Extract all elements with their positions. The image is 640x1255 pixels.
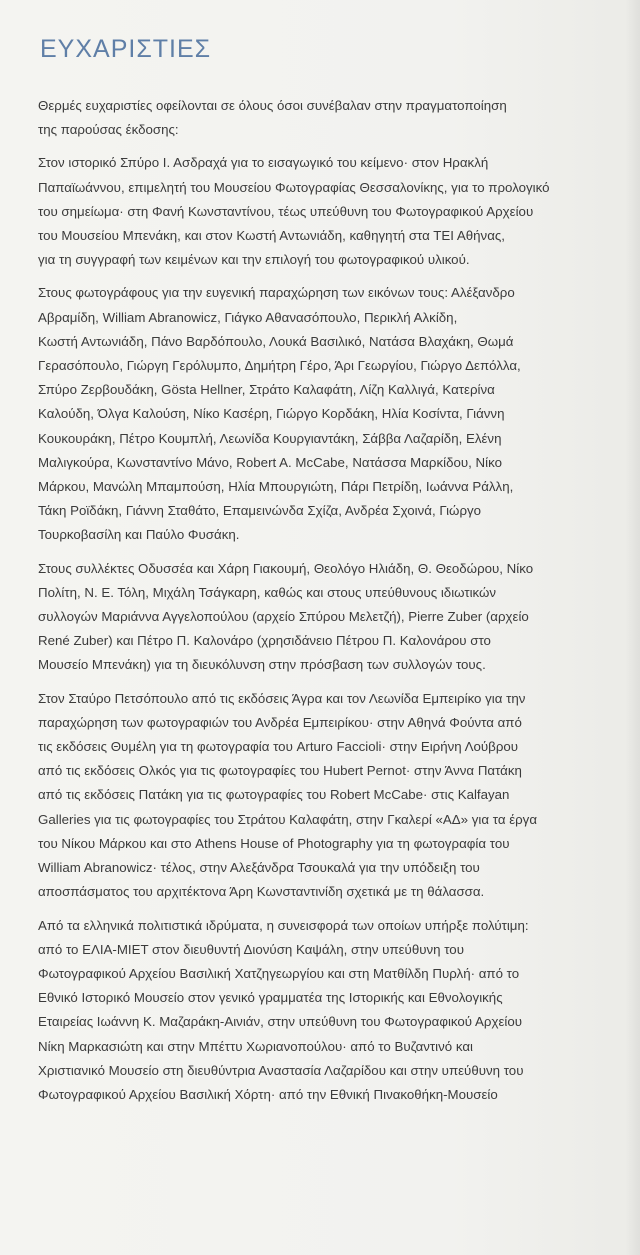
text-line: Τάκη Ροϊδάκη, Γιάννη Σταθάτο, Επαμεινώνδα Σχίζα, Ανδρέα Σχοινά, Γιώργο bbox=[38, 503, 482, 519]
text-line: Εταιρείας Ιωάννη Κ. Μαζαράκη-Αινιάν, στην υπεύθυνη του Φωτογραφικού Αρχείου bbox=[38, 1014, 522, 1030]
paragraph-institutions bbox=[38, 914, 598, 1108]
text-line: Στους φωτογράφους για την ευγενική παραχώρηση των εικόνων τους: Αλέξανδρο bbox=[38, 285, 515, 301]
text-line: Μάρκου, Μανώλη Μπαμπούση, Ηλία Μπουργιώτη, Πάρι Πετρίδη, Ιωάννα Ράλλη, bbox=[38, 479, 514, 495]
text-line: Γερασόπουλο, Γιώργη Γερόλυμπο, Δημήτρη Γέρο, Άρι Γεωργίου, Γιώργο Δεπόλλα, bbox=[38, 358, 521, 374]
text-line: Αβραμίδη, William Abranowicz, Γιάγκο Αθανασόπουλο, Περικλή Αλκίδη, bbox=[38, 309, 458, 325]
text-line: Κωστή Αντωνιάδη, Πάνο Βαρδόπουλο, Λουκά Βασιλικό, Νατάσα Βλαχάκη, Θωμά bbox=[38, 333, 514, 349]
text-line: Φωτογραφικού Αρχείου Βασιλική Χόρτη· από την Εθνική Πινακοθήκη-Μουσείο bbox=[38, 1086, 498, 1102]
text-line: αποσπάσματος του αρχιτέκτονα Άρη Κωνσταντινίδη σχετικά με τη θάλασσα. bbox=[38, 884, 485, 900]
text-line: Στον ιστορικό Σπύρο Ι. Ασδραχά για το εισαγωγικό του κείμενο· στον Ηρακλή bbox=[38, 155, 489, 171]
text-line: Καλούδη, Όλγα Καλούση, Νίκο Κασέρη, Γιώργο Κορδάκη, Ηλία Κοσίντα, Γιάννη bbox=[38, 406, 505, 422]
text-line: τις εκδόσεις Θυμέλη για τη φωτογραφία του Arturo Faccioli· στην Ειρήνη Λούβρου bbox=[38, 739, 519, 755]
text-line: από τις εκδόσεις Ολκός για τις φωτογραφίες του Hubert Pernot· στην Άννα Πατάκη bbox=[38, 763, 522, 779]
text-line: Νίκη Μαρκασιώτη και στην Μπέττυ Χωριανοπούλου· από το Βυζαντινό και bbox=[38, 1038, 473, 1054]
text-line: Στους συλλέκτες Οδυσσέα και Χάρη Γιακουμή, Θεολόγο Ηλιάδη, Θ. Θεοδώρου, Νίκο bbox=[38, 560, 534, 576]
text-line: της παρούσας έκδοσης: bbox=[38, 122, 179, 138]
paragraph-collectors bbox=[38, 557, 598, 678]
text-line: Φωτογραφικού Αρχείου Βασιλική Χατζηγεωργίου και στη Ματθίλδη Πυρλή· από το bbox=[38, 965, 520, 981]
text-line: Σπύρο Ζερβουδάκη, Gösta Hellner, Στράτο Καλαφάτη, Λίζη Καλλιγά, Κατερίνα bbox=[38, 382, 495, 398]
text-line: René Zuber) και Πέτρο Π. Καλονάρο (χρησιδάνειο Πέτρου Π. Καλονάρου στο bbox=[38, 633, 491, 649]
text-line: από τις εκδόσεις Πατάκη για τις φωτογραφίες του Robert McCabe· στις Kalfayan bbox=[38, 787, 510, 803]
text-line: Τουρκοβασίλη και Παύλο Φυσάκη. bbox=[38, 527, 240, 543]
page-title: ΕΥΧΑΡΙΣΤΙΕΣ bbox=[40, 35, 212, 63]
paragraph-photographers bbox=[38, 281, 598, 547]
text-line: Από τα ελληνικά πολιτιστικά ιδρύματα, η συνεισφορά των οποίων υπήρξε πολύτιμη: bbox=[38, 917, 529, 933]
document-body bbox=[38, 34, 598, 1116]
paragraph-authors bbox=[38, 151, 598, 272]
text-line: του Νίκου Μάρκου και στο Athens House of Photography για τη φωτογραφία του bbox=[38, 835, 510, 851]
text-line: Εθνικό Ιστορικό Μουσείο στον γενικό γραμματέα της Ιστορικής και Εθνολογικής bbox=[38, 990, 503, 1006]
text-line: για τη συγγραφή των κειμένων και την επιλογή του φωτογραφικού υλικού. bbox=[38, 252, 470, 268]
paragraph-intro bbox=[38, 94, 598, 142]
text-line: Galleries για τις φωτογραφίες του Στράτου Καλαφάτη, στην Γκαλερί «ΑΔ» για τα έργα bbox=[38, 811, 538, 827]
text-line: παραχώρηση των φωτογραφιών του Ανδρέα Εμπειρίκου· στην Αθηνά Φούντα από bbox=[38, 714, 522, 730]
text-line: από το ΕΛΙΑ-ΜΙΕΤ στον διευθυντή Διονύση Καψάλη, στην υπεύθυνη του bbox=[38, 941, 464, 957]
page-edge-shadow bbox=[626, 0, 640, 1255]
text-line: Μαλιγκούρα, Κωνσταντίνο Μάνο, Robert A. McCabe, Νατάσσα Μαρκίδου, Νίκο bbox=[38, 454, 502, 470]
text-line: συλλογών Μαριάννα Αγγελοπούλου (αρχείο Σπύρου Μελετζή), Pierre Zuber (αρχείο bbox=[38, 609, 529, 625]
text-line: του Μουσείου Μπενάκη, και στον Κωστή Αντωνιάδη, καθηγητή στα ΤΕΙ Αθήνας, bbox=[38, 228, 506, 244]
paragraph-publishers bbox=[38, 687, 598, 905]
text-line: Πολίτη, Ν. Ε. Τόλη, Μιχάλη Τσάγκαρη, καθώς και στους υπεύθυνους ιδιωτικών bbox=[38, 584, 497, 600]
text-line: Θερμές ευχαριστίες οφείλονται σε όλους όσοι συνέβαλαν στην πραγματοποίηση bbox=[38, 98, 507, 113]
text-line: του σημείωμα· στη Φανή Κωνσταντίνου, τέως υπεύθυνη του Φωτογραφικού Αρχείου bbox=[38, 203, 534, 219]
text-line: Χριστιανικό Μουσείο στη διευθύντρια Αναστασία Λαζαρίδου και στην υπεύθυνη του bbox=[38, 1062, 524, 1078]
text-line: Παπαϊωάννου, επιμελητή του Μουσείου Φωτογραφίας Θεσσαλονίκης, για το προλογικό bbox=[38, 179, 550, 195]
text-line: Στον Σταύρο Πετσόπουλο από τις εκδόσεις Άγρα και τον Λεωνίδα Εμπειρίκο για την bbox=[38, 690, 526, 706]
text-line: Μουσείο Μπενάκη) για τη διευκόλυνση στην πρόσβαση των συλλογών τους. bbox=[38, 657, 486, 673]
text-line: William Abranowicz· τέλος, στην Αλεξάνδρα Τσουκαλά για την υπόδειξη του bbox=[38, 860, 480, 876]
text-line: Κουκουράκη, Πέτρο Κουμπλή, Λεωνίδα Κουργιαντάκη, Σάββα Λαζαρίδη, Ελένη bbox=[38, 430, 502, 446]
